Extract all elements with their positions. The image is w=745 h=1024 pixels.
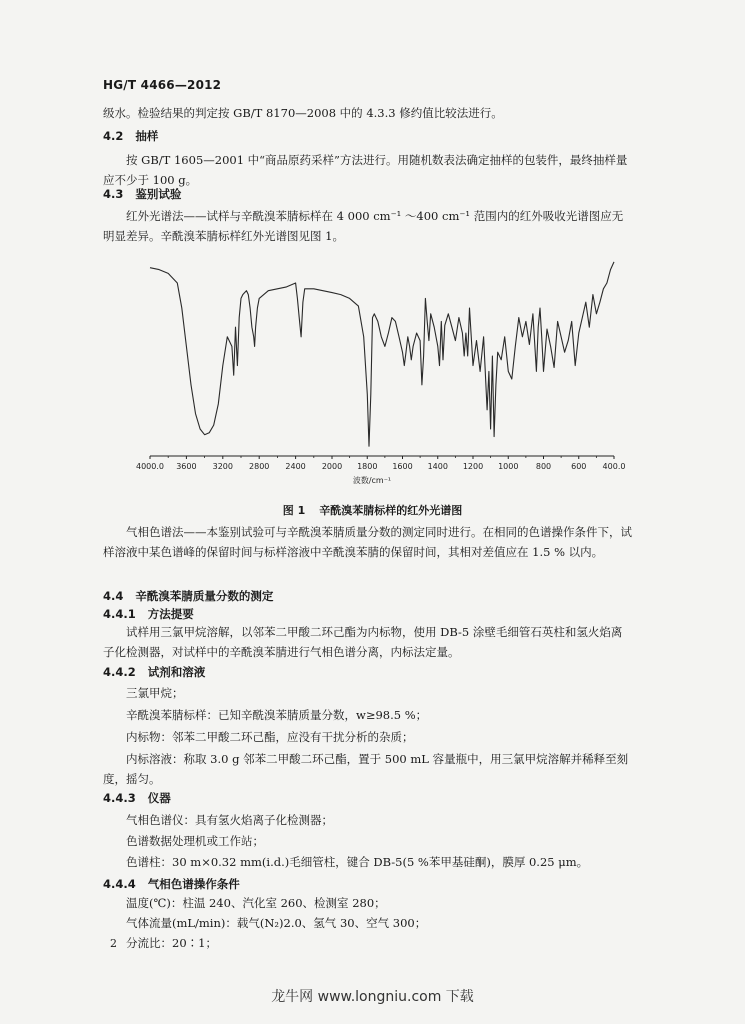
x-tick-label: 2400 — [285, 462, 306, 471]
page-number: 2 — [110, 937, 117, 950]
x-tick-label: 1800 — [357, 462, 378, 471]
heading-4-4-3 — [103, 790, 171, 806]
instrument-item: 气相色谱仪：具有氢火焰离子化检测器； — [126, 813, 333, 827]
heading-4-4-2 — [103, 664, 205, 680]
reagent-item: 内标溶液：称取 3.0 g 邻苯二甲酸二环己酯，置于 500 mL 容量瓶中，用三氯甲烷溶解并稀释至刻度，摇匀。 — [103, 752, 629, 786]
gc-identification-paragraph: 气相色谱法——本鉴别试验可与辛酰溴苯腈质量分数的测定同时进行。在相同的色谱操作条件下，试样溶液中某色谱峰的保留时间与标样溶液中辛酰溴苯腈的保留时间，其相对差值应在 1.5 % 以内。 — [103, 525, 632, 559]
instrument-item: 色谱数据处理机或工作站； — [126, 834, 264, 848]
x-tick-label: 2800 — [249, 462, 270, 471]
x-tick-label: 2000 — [321, 462, 343, 471]
sampling-paragraph: 按 GB/T 1605—2001 中“商品原药采样”方法进行。用随机数表法确定抽样的包装件，最终抽样量应不少于 100 g。 — [103, 153, 628, 187]
x-tick-label: 600 — [571, 462, 587, 471]
method-summary-paragraph: 试样用三氯甲烷溶解，以邻苯二甲酸二环己酯为内标物，使用 DB-5 涂壁毛细管石英柱和氢火焰离子化检测器，对试样中的辛酰溴苯腈进行气相色谱分离，内标法定量。 — [103, 625, 623, 659]
heading-4-4 — [103, 588, 273, 604]
ir-spectrum-line — [150, 262, 614, 446]
heading-4-2 — [103, 128, 158, 144]
section-title: 气相色谱操作条件 — [147, 877, 240, 891]
x-tick-label: 1600 — [392, 462, 413, 471]
download-watermark-footer: 龙牛网 www.longniu.com 下载 — [271, 989, 474, 1005]
heading-4-4-4 — [103, 876, 240, 892]
heading-4-3 — [103, 186, 181, 202]
section-title: 辛酰溴苯腈质量分数的测定 — [135, 589, 274, 603]
section-title: 试剂和溶液 — [147, 665, 206, 679]
x-tick-label: 3600 — [176, 462, 197, 471]
reagent-item: 三氯甲烷； — [126, 686, 184, 700]
document-code: HG/T 4466—2012 — [103, 78, 222, 92]
continued-paragraph: 级水。检验结果的判定按 GB/T 8170—2008 中的 4.3.3 修约值比较法进行。 — [103, 106, 503, 120]
gc-condition-item: 气体流量(mL/min)：载气(N₂)2.0、氢气 30、空气 300； — [126, 916, 427, 930]
section-number: 4.3 — [103, 187, 124, 201]
x-tick-label: 4000.0 — [136, 462, 164, 471]
x-tick-label: 800 — [535, 462, 552, 471]
gc-condition-item: 温度(℃)：柱温 240、汽化室 260、检测室 280； — [126, 896, 386, 910]
section-title: 抽样 — [135, 129, 159, 143]
section-number: 4.4.2 — [103, 665, 136, 679]
section-title: 方法提要 — [147, 607, 194, 621]
ir-spectrum-svg — [130, 248, 630, 498]
section-title: 鉴别试验 — [135, 187, 182, 201]
section-number: 4.4 — [103, 589, 124, 603]
x-axis-label: 波数/cm⁻¹ — [352, 476, 392, 485]
reagent-item: 内标物：邻苯二甲酸二环己酯，应没有干扰分析的杂质； — [126, 730, 414, 744]
x-tick-label: 1400 — [427, 462, 448, 471]
section-title: 仪器 — [147, 791, 171, 805]
x-tick-label: 3200 — [212, 462, 233, 471]
section-number: 4.4.4 — [103, 877, 136, 891]
heading-4-4-1 — [103, 606, 194, 622]
figure-number: 图 1 — [282, 504, 306, 517]
figure-caption — [0, 502, 745, 518]
section-number: 4.4.3 — [103, 791, 136, 805]
ir-paragraph: 红外光谱法——试样与辛酰溴苯腈标样在 4 000 cm⁻¹ ～400 cm⁻¹ 范围内的红外吸收光谱图应无明显差异。辛酰溴苯腈标样红外光谱图见图 1。 — [103, 209, 624, 243]
figure-title: 辛酰溴苯腈标样的红外光谱图 — [319, 504, 463, 517]
section-number: 4.4.1 — [103, 607, 136, 621]
gc-condition-item: 分流比：20∶1； — [126, 936, 217, 950]
instrument-item: 色谱柱：30 m×0.32 mm(i.d.)毛细管柱，键合 DB-5(5 %苯甲基硅酮)，膜厚 0.25 μm。 — [126, 855, 589, 869]
section-number: 4.2 — [103, 129, 124, 143]
x-tick-label: 400.0 — [602, 462, 626, 471]
x-tick-label: 1000 — [498, 462, 519, 471]
reagent-item: 辛酰溴苯腈标样：已知辛酰溴苯腈质量分数，w≥98.5 %； — [126, 708, 428, 722]
ir-spectrum-chart — [130, 248, 630, 498]
x-tick-label: 1200 — [462, 462, 484, 471]
